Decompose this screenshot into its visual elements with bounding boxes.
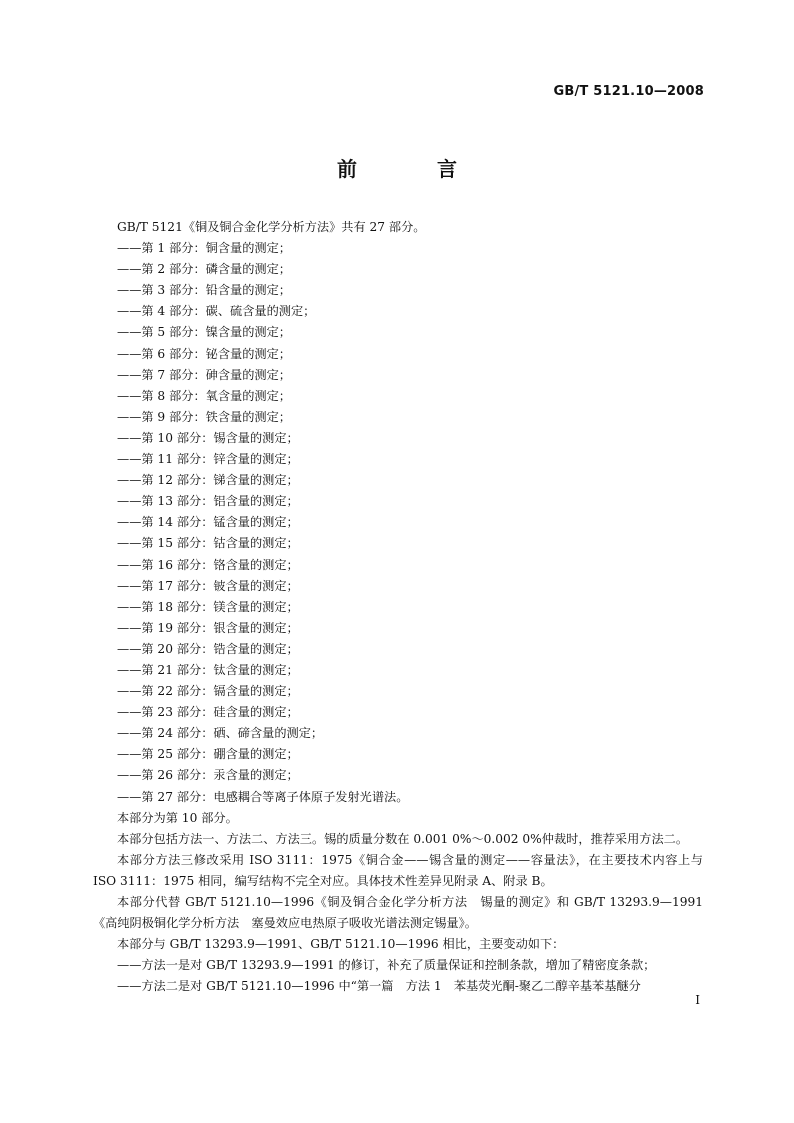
list-item: ——第 10 部分：锡含量的测定； xyxy=(117,430,299,445)
foreword-body xyxy=(93,217,703,997)
list-item: ——第 15 部分：钴含量的测定； xyxy=(117,536,299,551)
paragraph: 本部分包括方法一、方法二、方法三。锡的质量分数在 0.001 0%～0.002 0%仲裁时，推荐采用方法二。 xyxy=(117,831,689,846)
paragraph: 本部分为第 10 部分。 xyxy=(117,810,238,825)
list-item: ——第 20 部分：锆含量的测定； xyxy=(117,641,299,656)
paragraph: 本部分方法三修改采用 ISO 3111：1975《铜合金——锡含量的测定——容量法》，在主要技术内容上与 ISO 3111：1975 相同，编写结构不完全对应。具体技术性差异见附录 A、附录 B。 xyxy=(93,852,703,888)
list-item: ——方法二是对 GB/T 5121.10—1996 中“第一篇 方法 1 苯基荧光酮-聚乙二醇辛基苯基醚分 xyxy=(117,979,641,994)
parts-list xyxy=(93,238,703,808)
changes-list xyxy=(93,955,703,997)
paragraph: 本部分与 GB/T 13293.9—1991、GB/T 5121.10—1996 相比，主要变动如下： xyxy=(117,937,565,952)
list-item: ——第 4 部分：碳、硫含量的测定； xyxy=(117,304,316,319)
intro-paragraph: GB/T 5121《铜及铜合金化学分析方法》共有 27 部分。 xyxy=(117,220,426,234)
list-item: ——第 2 部分：磷含量的测定； xyxy=(117,262,291,277)
list-item: ——第 27 部分：电感耦合等离子体原子发射光谱法。 xyxy=(117,789,409,804)
paragraph-list xyxy=(93,808,703,956)
list-item: ——第 22 部分：镉含量的测定； xyxy=(117,684,299,699)
paragraph: 本部分代替 GB/T 5121.10—1996《铜及铜合金化学分析方法 锡量的测定》和 GB/T 13293.9—1991《高纯阴极铜化学分析方法 塞曼效应电热原子吸收光谱法测定锡量》。 xyxy=(93,895,703,931)
list-item: ——第 1 部分：铜含量的测定； xyxy=(117,241,291,256)
list-item: ——第 21 部分：钛含量的测定； xyxy=(117,662,299,677)
list-item: ——第 23 部分：硅含量的测定； xyxy=(117,705,299,720)
list-item: ——第 7 部分：砷含量的测定； xyxy=(117,367,291,382)
list-item: ——第 3 部分：铅含量的测定； xyxy=(117,283,291,298)
list-item: ——第 12 部分：锑含量的测定； xyxy=(117,473,299,488)
list-item: ——第 8 部分：氧含量的测定； xyxy=(117,388,291,403)
list-item: ——第 16 部分：铬含量的测定； xyxy=(117,557,299,572)
list-item: ——第 24 部分：硒、碲含量的测定； xyxy=(117,726,324,741)
page-number: I xyxy=(695,993,700,1007)
standard-code: GB/T 5121.10—2008 xyxy=(553,84,704,99)
list-item: ——第 25 部分：硼含量的测定； xyxy=(117,747,299,762)
page-title: 前 言 xyxy=(337,157,487,181)
list-item: ——方法一是对 GB/T 13293.9—1991 的修订，补充了质量保证和控制条款，增加了精密度条款； xyxy=(117,958,656,973)
list-item: ——第 6 部分：铋含量的测定； xyxy=(117,346,291,361)
list-item: ——第 5 部分：镍含量的测定； xyxy=(117,325,291,340)
list-item: ——第 11 部分：锌含量的测定； xyxy=(117,452,299,467)
list-item: ——第 14 部分：锰含量的测定； xyxy=(117,515,299,530)
list-item: ——第 26 部分：汞含量的测定； xyxy=(117,768,299,783)
list-item: ——第 9 部分：铁含量的测定； xyxy=(117,409,291,424)
list-item: ——第 19 部分：银含量的测定； xyxy=(117,620,299,635)
list-item: ——第 17 部分：铍含量的测定； xyxy=(117,578,299,593)
list-item: ——第 13 部分：铝含量的测定； xyxy=(117,494,299,509)
list-item: ——第 18 部分：镁含量的测定； xyxy=(117,599,299,614)
